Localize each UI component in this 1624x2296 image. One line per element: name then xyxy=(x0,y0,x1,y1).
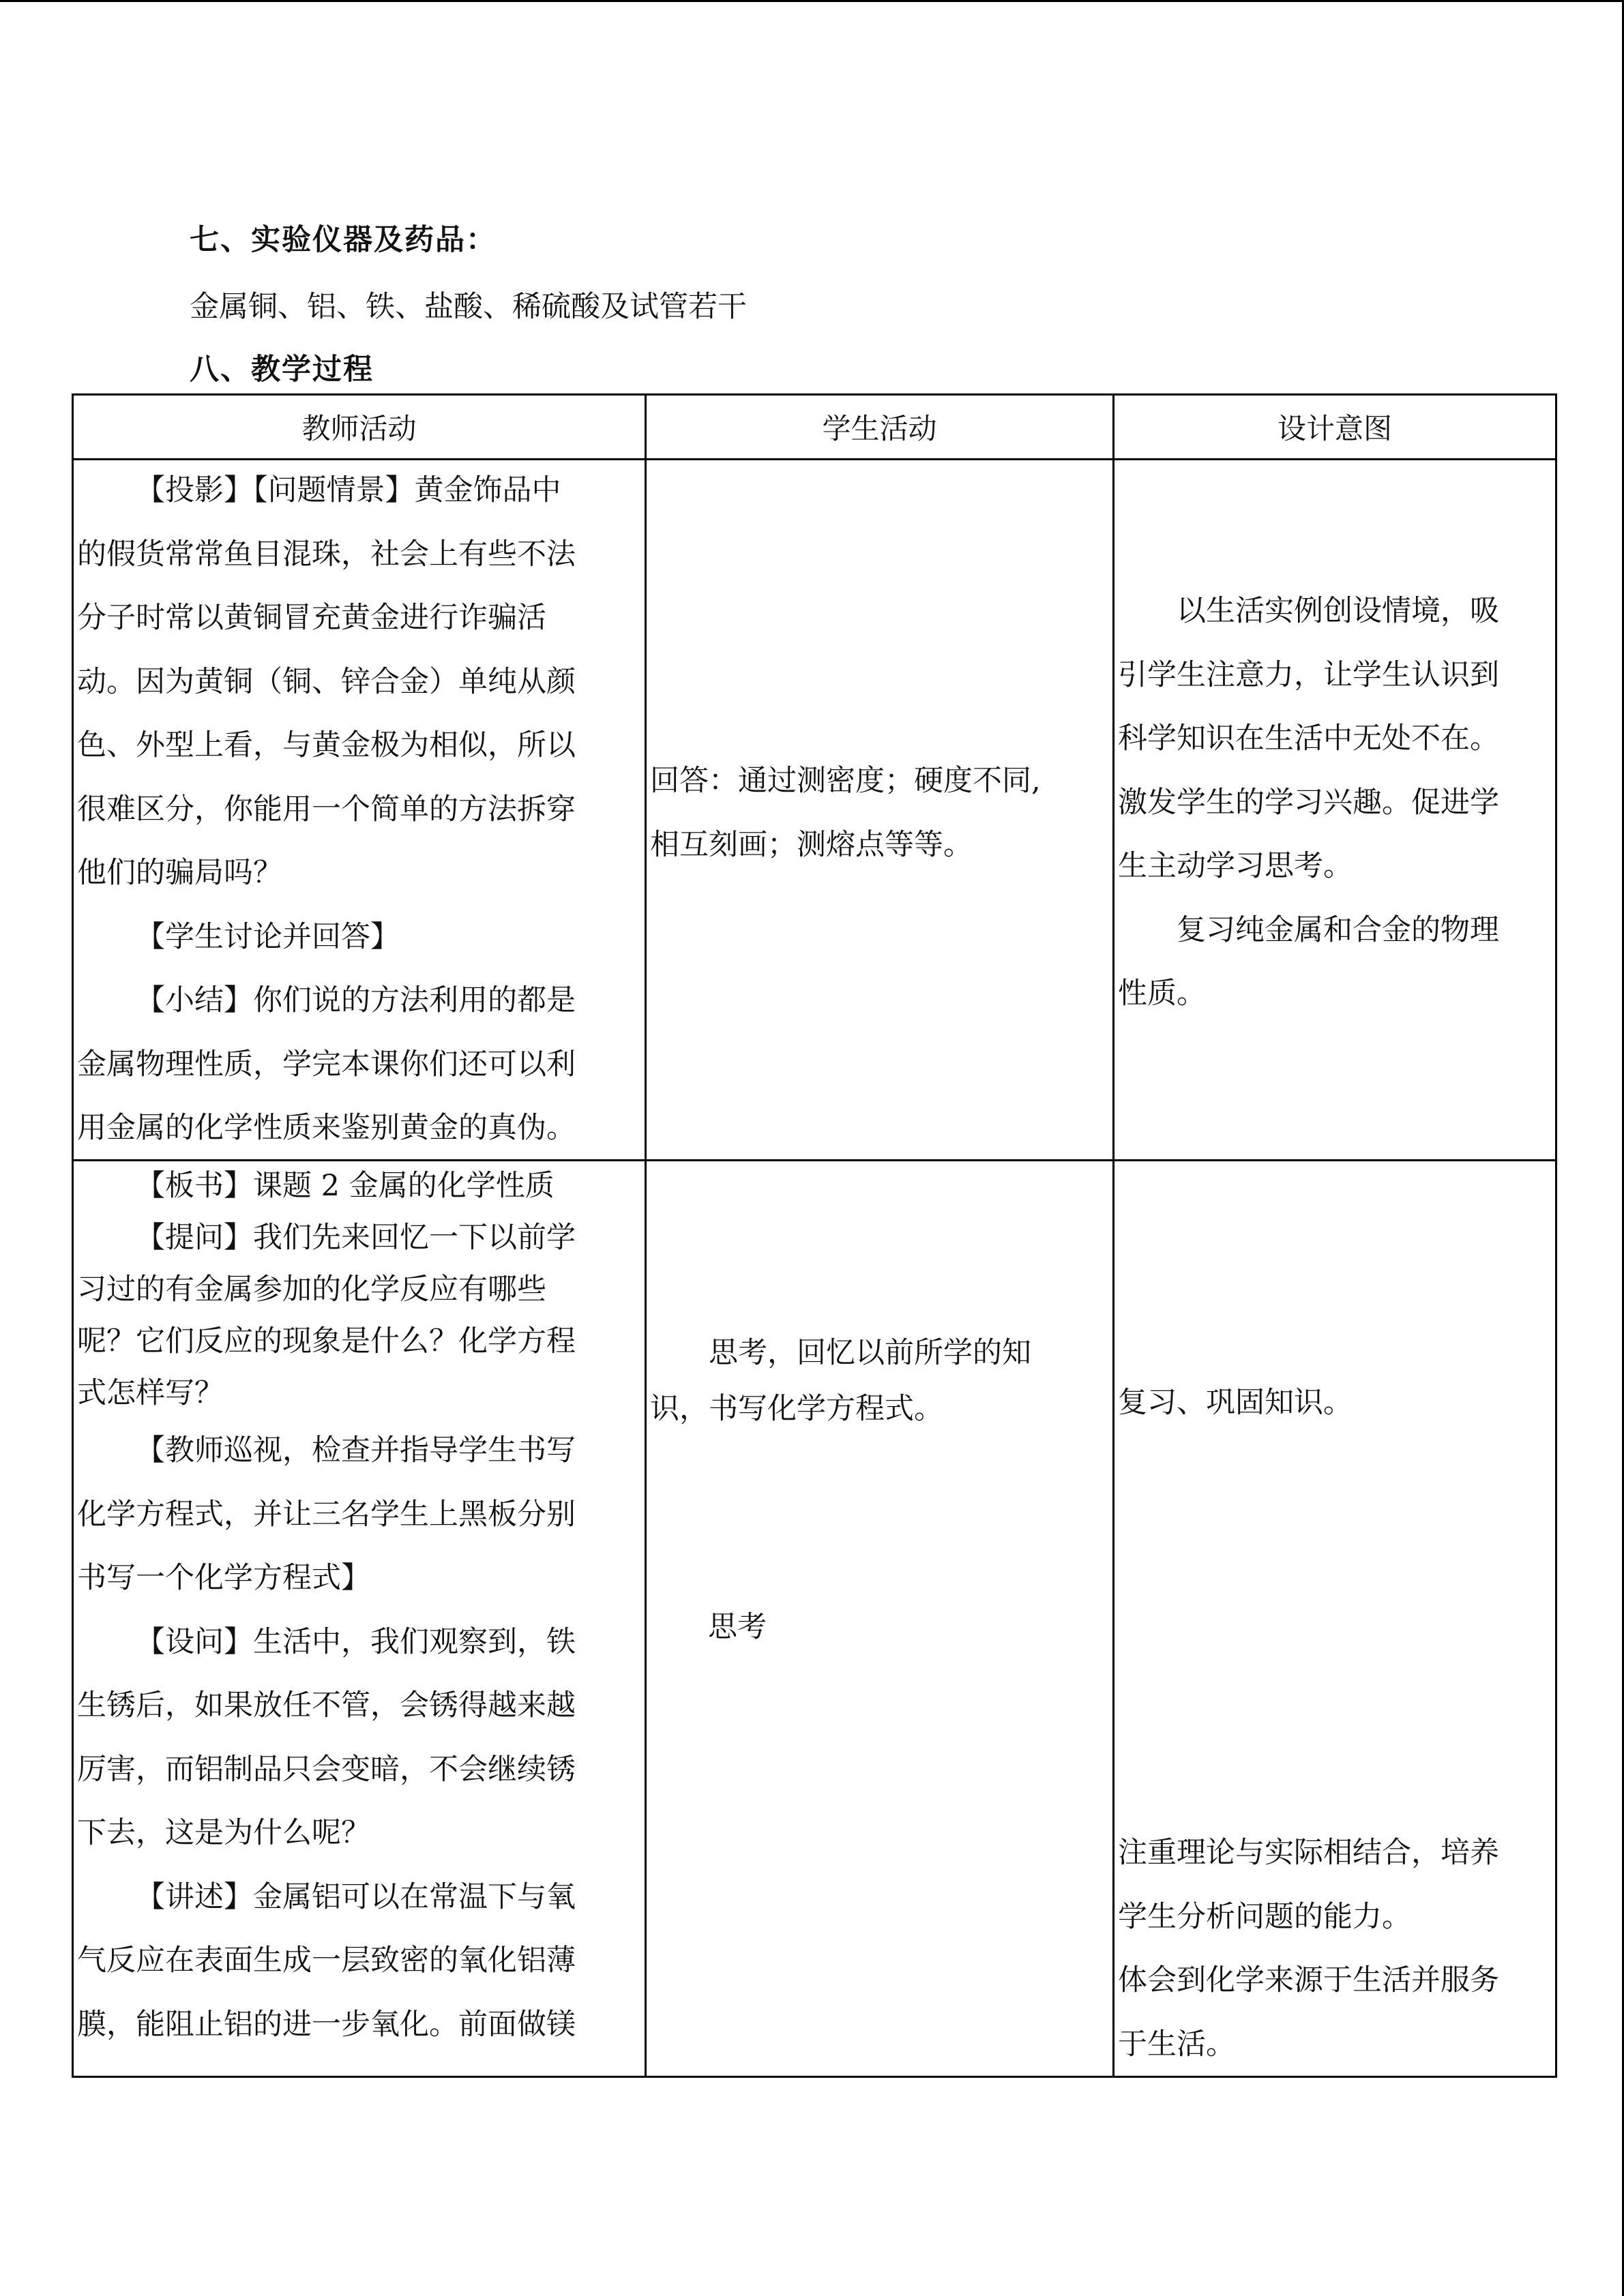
text-line: 复习纯金属和合金的物理 xyxy=(1177,912,1499,947)
teacher-activity-cell xyxy=(73,1161,646,2077)
table-row xyxy=(73,1161,1556,2077)
equipment-list: 金属铜、铝、铁、盐酸、稀硫酸及试管若干 xyxy=(190,290,747,324)
text-line: 学生分析问题的能力。 xyxy=(1118,1899,1411,1934)
text-line: 他们的骗局吗？ xyxy=(77,856,282,890)
text-line: 动。因为黄铜（铜、锌合金）单纯从颜 xyxy=(77,664,576,699)
text-line: 式怎样写？ xyxy=(77,1376,224,1410)
teaching-process-table xyxy=(72,393,1557,2078)
text-line: 【板书】课题 2 金属的化学性质 xyxy=(136,1169,555,1203)
text-line: 性质。 xyxy=(1118,976,1206,1011)
text-line: 【学生讨论并回答】 xyxy=(136,919,400,954)
header-student-activity: 学生活动 xyxy=(646,395,1114,460)
text-line: 呢？它们反应的现象是什么？化学方程 xyxy=(77,1324,576,1358)
text-line: 【教师巡视，检查并指导学生书写 xyxy=(136,1433,576,1467)
text-line: 厉害，而铝制品只会变暗，不会继续锈 xyxy=(77,1752,576,1787)
text-line: 书写一个化学方程式】 xyxy=(77,1561,370,1595)
text-line: 习过的有金属参加的化学反应有哪些 xyxy=(77,1272,546,1307)
text-line: 【提问】我们先来回忆一下以前学 xyxy=(136,1221,576,1255)
student-activity-cell xyxy=(646,1161,1114,2077)
text-line: 膜，能阻止铝的进一步氧化。前面做镁 xyxy=(77,2007,576,2042)
design-intent-cell xyxy=(1114,1161,1556,2077)
section8-heading: 八、教学过程 xyxy=(190,353,374,387)
text-line: 生主动学习思考。 xyxy=(1118,849,1353,883)
design-intent-text xyxy=(1118,1371,1551,1435)
text-line: 思考 xyxy=(708,1610,767,1644)
text-line: 注重理论与实际相结合，培养 xyxy=(1118,1836,1499,1870)
text-line: 激发学生的学习兴趣。促进学 xyxy=(1118,785,1499,820)
text-line: 金属物理性质，学完本课你们还可以利 xyxy=(77,1047,576,1082)
text-line: 【设问】生活中，我们观察到，铁 xyxy=(136,1624,576,1659)
text-line: 思考，回忆以前所学的知 xyxy=(709,1336,1031,1370)
teacher-activity-text xyxy=(77,1160,640,2057)
table-header-row xyxy=(73,395,1556,460)
text-line: 化学方程式，并让三名学生上黑板分别 xyxy=(77,1497,576,1532)
text-line: 的假货常常鱼目混珠，社会上有些不法 xyxy=(77,537,576,571)
text-line: 分子时常以黄铜冒充黄金进行诈骗活 xyxy=(77,601,546,635)
text-line: 气反应在表面生成一层致密的氧化铝薄 xyxy=(77,1943,576,1978)
student-activity-think xyxy=(708,1596,1108,1660)
student-activity-cell xyxy=(646,460,1114,1161)
text-line: 引学生注意力，让学生认识到 xyxy=(1118,657,1499,692)
design-intent-text xyxy=(1118,580,1551,1026)
text-line: 【小结】你们说的方法利用的都是 xyxy=(136,983,576,1017)
text-line: 【讲述】金属铝可以在常温下与氧 xyxy=(136,1879,576,1914)
text-line: 用金属的化学性质来鉴别黄金的真伪。 xyxy=(77,1111,576,1145)
text-line: 以生活实例创设情境，吸 xyxy=(1177,594,1499,628)
teacher-activity-text xyxy=(77,459,640,1161)
text-line: 很难区分，你能用一个简单的方法拆穿 xyxy=(77,792,576,826)
text-line: 生锈后，如果放任不管，会锈得越来越 xyxy=(77,1688,576,1723)
text-line: 回答：通过测密度；硬度不同, xyxy=(650,764,1041,798)
student-activity-text xyxy=(650,1325,1108,1437)
table-row xyxy=(73,460,1556,1161)
text-line: 识，书写化学方程式。 xyxy=(650,1392,943,1426)
text-line: 体会到化学来源于生活并服务 xyxy=(1118,1963,1499,1997)
section7-heading: 七、实验仪器及药品： xyxy=(190,223,497,257)
text-line: 下去，这是为什么呢？ xyxy=(77,1816,370,1850)
text-line: 科学知识在生活中无处不在。 xyxy=(1118,721,1499,756)
design-intent-text xyxy=(1118,1821,1551,2076)
design-intent-cell xyxy=(1114,460,1556,1161)
text-line: 复习、巩固知识。 xyxy=(1118,1386,1353,1420)
text-line: 【投影】【问题情景】黄金饰品中 xyxy=(136,473,561,507)
student-activity-text xyxy=(650,749,1108,877)
header-design-intent: 设计意图 xyxy=(1114,395,1556,460)
teacher-activity-cell xyxy=(73,460,646,1161)
text-line: 相互刻画；测熔点等等。 xyxy=(650,827,973,862)
text-line: 色、外型上看，与黄金极为相似，所以 xyxy=(77,728,576,762)
header-teacher-activity: 教师活动 xyxy=(73,395,646,460)
text-line: 于生活。 xyxy=(1118,2027,1235,2061)
